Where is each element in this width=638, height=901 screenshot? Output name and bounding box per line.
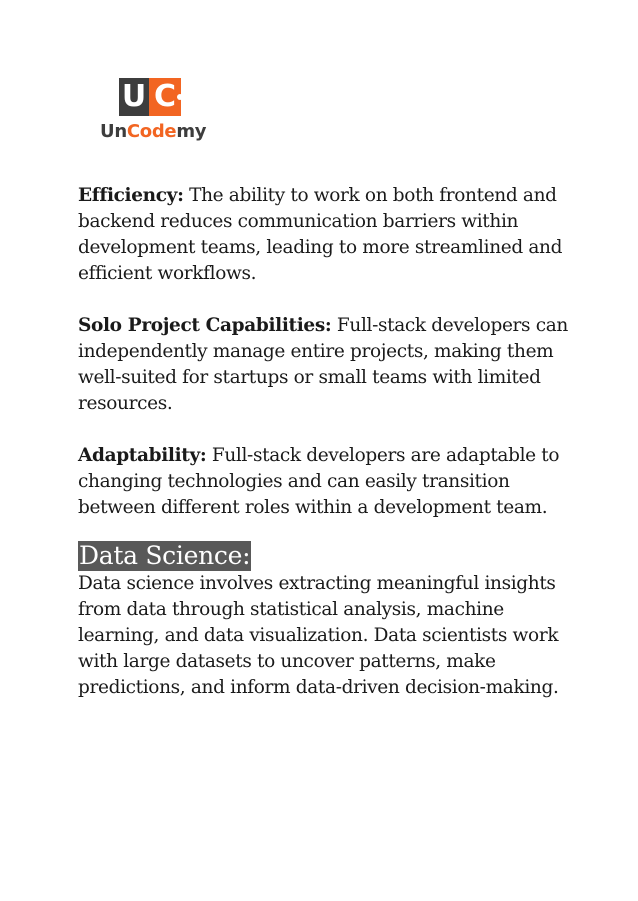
section-heading-data-science: Data Science: (79, 541, 251, 570)
paragraph-text: The ability to work on both frontend and backend reduces communication barriers within development teams, leading to more streamlined and efficient workflows. (78, 185, 563, 284)
paragraph-data-science: Data science involves extracting meaningful insights from data through statistical analysis, machine learning, and data visualization. Data scientists work with large datasets to uncover patterns, make predictions, and inform data-driven decision-making. (78, 573, 559, 698)
paragraph-solo-project (78, 313, 578, 417)
paragraph-label: Adaptability: (78, 445, 207, 466)
logo-mark (119, 78, 181, 116)
paragraph-label: Solo Project Capabilities: (78, 315, 332, 336)
logo-word-code: Code (126, 121, 177, 142)
logo-word-un: Un (100, 121, 127, 142)
paragraph-text: Full-stack developers are adaptable to changing technologies and can easily transition between different roles within a development team. (78, 445, 560, 518)
paragraph-label: Efficiency: (78, 185, 184, 206)
paragraph-adaptability (78, 443, 578, 521)
logo-dot (177, 94, 183, 100)
uncodemy-logo (100, 78, 210, 148)
logo-word-my: my (176, 121, 207, 142)
paragraph-text: Full-stack developers can independently manage entire projects, making them well-suited for startups or small teams with limited resources. (78, 315, 568, 414)
logo-wordmark (100, 121, 206, 142)
logo-mark-c-letter: C (153, 79, 177, 114)
logo-mark-c (149, 78, 181, 116)
logo-mark-u: U (119, 78, 149, 116)
paragraph-efficiency (78, 183, 578, 287)
document-body (78, 183, 578, 701)
